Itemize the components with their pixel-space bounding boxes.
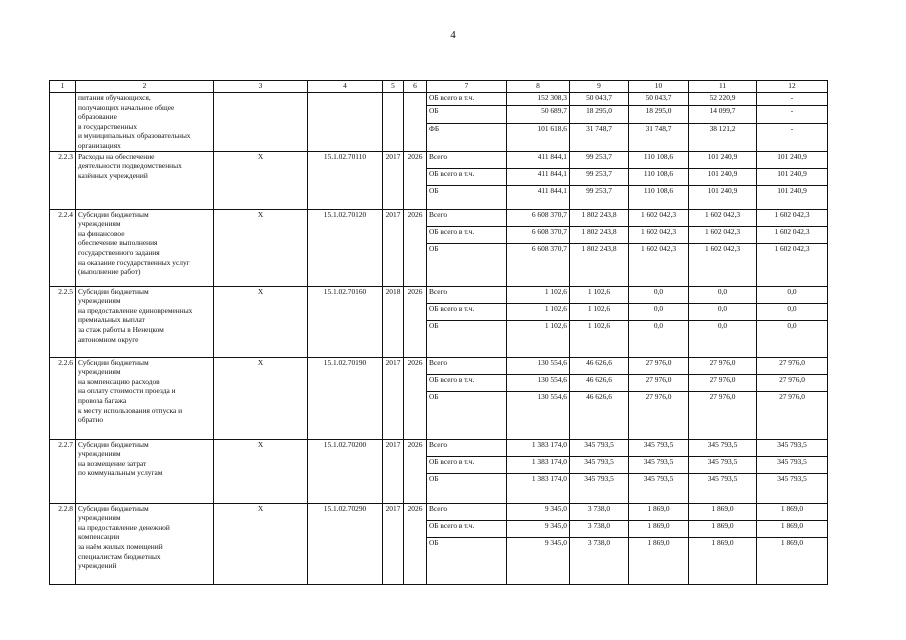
amount-cell: 345 793,5	[629, 456, 689, 473]
amount-cell: 1 869,0	[689, 537, 757, 584]
amount-cell: -	[757, 123, 828, 151]
amount-cell: 101 240,9	[757, 151, 828, 168]
entry-number: 2.2.6	[50, 357, 76, 439]
amount-cell: 3 738,0	[570, 503, 629, 520]
amount-cell: 99 253,7	[570, 168, 629, 185]
funding-source: Всего	[427, 286, 507, 303]
amount-cell: 101 618,6	[507, 123, 570, 151]
amount-cell: 101 240,9	[689, 151, 757, 168]
funding-source: Всего	[427, 439, 507, 456]
entry-name-line: обеспечение выполнения	[78, 238, 158, 248]
amount-cell: 345 793,5	[689, 473, 757, 503]
amount-cell: 1 802 243,8	[570, 243, 629, 286]
entry-name	[76, 357, 214, 439]
funding-source: ОБ всего в т.ч.	[427, 520, 507, 537]
amount-cell: 345 793,5	[757, 439, 828, 456]
amount-cell: 52 220,9	[689, 93, 757, 106]
entry-number: 2.2.7	[50, 439, 76, 503]
table-row	[50, 357, 828, 374]
entry-name-line: автономном округе	[78, 334, 139, 344]
amount-cell: 1 602 042,3	[629, 243, 689, 286]
executor-mark: Х	[214, 357, 308, 439]
entry-name-line: на предоставление денежной	[78, 522, 170, 532]
amount-cell: 1 869,0	[757, 537, 828, 584]
amount-cell: 1 383 174,0	[507, 473, 570, 503]
amount-cell: 1 869,0	[757, 503, 828, 520]
executor-mark: Х	[214, 151, 308, 209]
funding-source: ОБ всего в т.ч.	[427, 226, 507, 243]
executor-mark: Х	[214, 439, 308, 503]
amount-cell: 130 554,6	[507, 391, 570, 439]
entry-number: 2.2.8	[50, 503, 76, 584]
amount-cell: 130 554,6	[507, 357, 570, 374]
entry-number: 2.2.4	[50, 209, 76, 286]
amount-cell: 1 602 042,3	[689, 226, 757, 243]
program-table	[49, 80, 828, 585]
amount-cell: 50 689,7	[507, 106, 570, 123]
amount-cell: 1 602 042,3	[757, 226, 828, 243]
funding-source: ОБ	[427, 106, 507, 123]
entry-name-line: обратно	[78, 415, 104, 425]
start-year: 2017	[383, 209, 404, 286]
amount-cell: 0,0	[629, 286, 689, 303]
entry-name-line: деятельности подведомственных	[78, 161, 182, 171]
end-year: 2026	[404, 439, 427, 503]
entry-name-line: провоза багажа	[78, 395, 127, 405]
amount-cell: 27 976,0	[689, 374, 757, 391]
amount-cell: 6 608 370,7	[507, 209, 570, 226]
header-cell: 10	[629, 81, 689, 93]
funding-source: ОБ всего в т.ч.	[427, 93, 507, 106]
amount-cell: 1 869,0	[689, 520, 757, 537]
start-year: 2017	[383, 503, 404, 584]
entry-name	[76, 209, 214, 286]
entry-name	[76, 151, 214, 209]
entry-name	[76, 503, 214, 584]
funding-source: Всего	[427, 503, 507, 520]
amount-cell: 345 793,5	[757, 456, 828, 473]
amount-cell: 345 793,5	[757, 473, 828, 503]
amount-cell: 27 976,0	[689, 391, 757, 439]
end-year: 2026	[404, 209, 427, 286]
header-cell: 2	[76, 81, 214, 93]
budget-code	[308, 93, 383, 152]
entry-name-line: учреждениям	[78, 296, 121, 306]
amount-cell: 38 121,2	[689, 123, 757, 151]
entry-name-line: Расходы на обеспечение	[78, 151, 155, 161]
header-cell: 4	[308, 81, 383, 93]
amount-cell: 6 608 370,7	[507, 243, 570, 286]
end-year: 2026	[404, 286, 427, 357]
amount-cell: 101 240,9	[689, 185, 757, 209]
amount-cell: 0,0	[757, 320, 828, 357]
entry-name-line: на предоставление единовременных	[78, 305, 193, 315]
amount-cell: -	[757, 106, 828, 123]
entry-name-line: (выполнение работ)	[78, 267, 141, 277]
funding-source: ОБ всего в т.ч.	[427, 303, 507, 320]
entry-number: 2.2.3	[50, 151, 76, 209]
amount-cell: 27 976,0	[757, 357, 828, 374]
amount-cell: 1 602 042,3	[689, 243, 757, 286]
budget-code: 15.1.02.70200	[308, 439, 383, 503]
entry-name-line: за стаж работы в Ненецком	[78, 324, 164, 334]
entry-name-line: учреждениям	[78, 513, 121, 523]
start-year: 2017	[383, 357, 404, 439]
end-year	[404, 93, 427, 152]
amount-cell: 1 602 042,3	[689, 209, 757, 226]
amount-cell: 345 793,5	[570, 473, 629, 503]
budget-code: 15.1.02.70160	[308, 286, 383, 357]
amount-cell: 1 102,6	[507, 303, 570, 320]
entry-name-line: Субсидии бюджетным	[78, 286, 149, 296]
amount-cell: 9 345,0	[507, 503, 570, 520]
entry-name-line: казённых учреждений	[78, 170, 148, 180]
executor-mark: Х	[214, 503, 308, 584]
funding-source: Всего	[427, 357, 507, 374]
amount-cell: 152 308,3	[507, 93, 570, 106]
table-row	[50, 209, 828, 226]
funding-source: ОБ всего в т.ч.	[427, 168, 507, 185]
funding-source: ОБ	[427, 243, 507, 286]
start-year: 2017	[383, 151, 404, 209]
table-row	[50, 439, 828, 456]
funding-source: ОБ	[427, 320, 507, 357]
amount-cell: 0,0	[689, 286, 757, 303]
amount-cell: 99 253,7	[570, 151, 629, 168]
page-number: 4	[450, 29, 456, 41]
entry-name-line: на возмещение затрат	[78, 458, 147, 468]
executor-mark: Х	[214, 286, 308, 357]
entry-name-line: на финансовое	[78, 228, 125, 238]
amount-cell: 101 240,9	[757, 185, 828, 209]
header-cell: 7	[427, 81, 507, 93]
entry-name-line: учреждениям	[78, 449, 121, 459]
amount-cell: 46 626,6	[570, 374, 629, 391]
entry-name-line: и муниципальных образовательных	[78, 131, 191, 141]
executor-mark	[214, 93, 308, 152]
amount-cell: 101 240,9	[757, 168, 828, 185]
entry-name-line: по коммунальным услугам	[78, 468, 163, 478]
entry-name-line: компенсации	[78, 532, 120, 542]
entry-name-line: учреждений	[78, 561, 117, 571]
header-cell: 9	[570, 81, 629, 93]
budget-code: 15.1.02.70110	[308, 151, 383, 209]
entry-name-line: учреждениям	[78, 367, 121, 377]
entry-name-line: за наём жилых помещений	[78, 541, 163, 551]
amount-cell: 345 793,5	[629, 439, 689, 456]
funding-source: ФБ	[427, 123, 507, 151]
entry-name-line: Субсидии бюджетным	[78, 439, 149, 449]
entry-name-line: образование	[78, 112, 117, 122]
amount-cell: 0,0	[757, 286, 828, 303]
amount-cell: 1 869,0	[629, 520, 689, 537]
funding-source: Всего	[427, 151, 507, 168]
amount-cell: 27 976,0	[629, 391, 689, 439]
table-row	[50, 286, 828, 303]
amount-cell: 1 383 174,0	[507, 439, 570, 456]
amount-cell: -	[757, 93, 828, 106]
amount-cell: 50 043,7	[570, 93, 629, 106]
executor-mark: Х	[214, 209, 308, 286]
entry-name-line: на оказание государственных услуг	[78, 257, 190, 267]
funding-source: Всего	[427, 209, 507, 226]
entry-name-line: организациях	[78, 140, 121, 150]
entry-name-line: Субсидии бюджетным	[78, 209, 149, 219]
amount-cell: 345 793,5	[689, 439, 757, 456]
amount-cell: 0,0	[757, 303, 828, 320]
amount-cell: 27 976,0	[757, 391, 828, 439]
amount-cell: 46 626,6	[570, 357, 629, 374]
entry-name-line: специалистам бюджетных	[78, 551, 161, 561]
entry-name	[76, 439, 214, 503]
amount-cell: 46 626,6	[570, 391, 629, 439]
amount-cell: 3 738,0	[570, 520, 629, 537]
amount-cell: 99 253,7	[570, 185, 629, 209]
entry-name-line: на оплату стоимости проезда и	[78, 386, 176, 396]
amount-cell: 1 869,0	[629, 503, 689, 520]
header-cell: 8	[507, 81, 570, 93]
amount-cell: 31 748,7	[629, 123, 689, 151]
amount-cell: 110 108,6	[629, 151, 689, 168]
amount-cell: 1 602 042,3	[629, 209, 689, 226]
amount-cell: 101 240,9	[689, 168, 757, 185]
entry-name-line: премиальных выплат	[78, 315, 145, 325]
header-cell: 11	[689, 81, 757, 93]
amount-cell: 1 102,6	[507, 320, 570, 357]
amount-cell: 1 602 042,3	[629, 226, 689, 243]
entry-name-line: к месту использования отпуска и	[78, 405, 183, 415]
amount-cell: 1 102,6	[507, 286, 570, 303]
amount-cell: 14 099,7	[689, 106, 757, 123]
amount-cell: 1 102,6	[570, 320, 629, 357]
amount-cell: 3 738,0	[570, 537, 629, 584]
amount-cell: 1 602 042,3	[757, 209, 828, 226]
header-row	[50, 81, 828, 93]
end-year: 2026	[404, 357, 427, 439]
entry-name-line: получающих начальное общее	[78, 102, 175, 112]
entry-name-line: государственного задания	[78, 247, 160, 257]
entry-name-line: питания обучающихся,	[78, 93, 151, 102]
amount-cell: 0,0	[629, 303, 689, 320]
entry-number: 2.2.5	[50, 286, 76, 357]
amount-cell: 6 608 370,7	[507, 226, 570, 243]
budget-code: 15.1.02.70190	[308, 357, 383, 439]
funding-source: ОБ всего в т.ч.	[427, 456, 507, 473]
header-cell: 6	[404, 81, 427, 93]
amount-cell: 1 869,0	[629, 537, 689, 584]
amount-cell: 1 102,6	[570, 303, 629, 320]
start-year: 2017	[383, 439, 404, 503]
funding-source: ОБ	[427, 537, 507, 584]
amount-cell: 345 793,5	[570, 439, 629, 456]
budget-code: 15.1.02.70290	[308, 503, 383, 584]
amount-cell: 345 793,5	[570, 456, 629, 473]
end-year: 2026	[404, 503, 427, 584]
header-cell: 12	[757, 81, 828, 93]
amount-cell: 31 748,7	[570, 123, 629, 151]
table-row	[50, 151, 828, 168]
amount-cell: 27 976,0	[689, 357, 757, 374]
amount-cell: 345 793,5	[689, 456, 757, 473]
amount-cell: 110 108,6	[629, 168, 689, 185]
amount-cell: 1 602 042,3	[757, 243, 828, 286]
amount-cell: 1 802 243,8	[570, 226, 629, 243]
amount-cell: 110 108,6	[629, 185, 689, 209]
entry-name-line: учреждениям	[78, 219, 121, 229]
amount-cell: 345 793,5	[629, 473, 689, 503]
amount-cell: 1 383 174,0	[507, 456, 570, 473]
funding-source: ОБ всего в т.ч.	[427, 374, 507, 391]
budget-code: 15.1.02.70120	[308, 209, 383, 286]
funding-source: ОБ	[427, 473, 507, 503]
table-body	[50, 81, 828, 585]
funding-source: ОБ	[427, 185, 507, 209]
amount-cell: 411 844,1	[507, 185, 570, 209]
header-cell: 1	[50, 81, 76, 93]
amount-cell: 411 844,1	[507, 168, 570, 185]
amount-cell: 1 869,0	[689, 503, 757, 520]
amount-cell: 18 295,0	[570, 106, 629, 123]
entry-name-line: Субсидии бюджетным	[78, 357, 149, 367]
amount-cell: 130 554,6	[507, 374, 570, 391]
entry-name-line: Субсидии бюджетным	[78, 503, 149, 513]
amount-cell: 0,0	[629, 320, 689, 357]
start-year: 2018	[383, 286, 404, 357]
entry-name	[76, 286, 214, 357]
amount-cell: 1 802 243,8	[570, 209, 629, 226]
amount-cell: 411 844,1	[507, 151, 570, 168]
amount-cell: 27 976,0	[757, 374, 828, 391]
table-row	[50, 503, 828, 520]
amount-cell: 27 976,0	[629, 357, 689, 374]
amount-cell: 1 869,0	[757, 520, 828, 537]
amount-cell: 9 345,0	[507, 537, 570, 584]
amount-cell: 27 976,0	[629, 374, 689, 391]
amount-cell: 1 102,6	[570, 286, 629, 303]
funding-source: ОБ	[427, 391, 507, 439]
entry-name-line: на компенсацию расходов	[78, 376, 160, 386]
amount-cell: 0,0	[689, 303, 757, 320]
entry-name-line: в государственных	[78, 121, 138, 131]
entry-number	[50, 93, 76, 152]
end-year: 2026	[404, 151, 427, 209]
amount-cell: 9 345,0	[507, 520, 570, 537]
amount-cell: 18 295,0	[629, 106, 689, 123]
amount-cell: 50 043,7	[629, 93, 689, 106]
header-cell: 5	[383, 81, 404, 93]
entry-name	[76, 93, 214, 152]
amount-cell: 0,0	[689, 320, 757, 357]
start-year	[383, 93, 404, 152]
table-row	[50, 93, 828, 106]
header-cell: 3	[214, 81, 308, 93]
